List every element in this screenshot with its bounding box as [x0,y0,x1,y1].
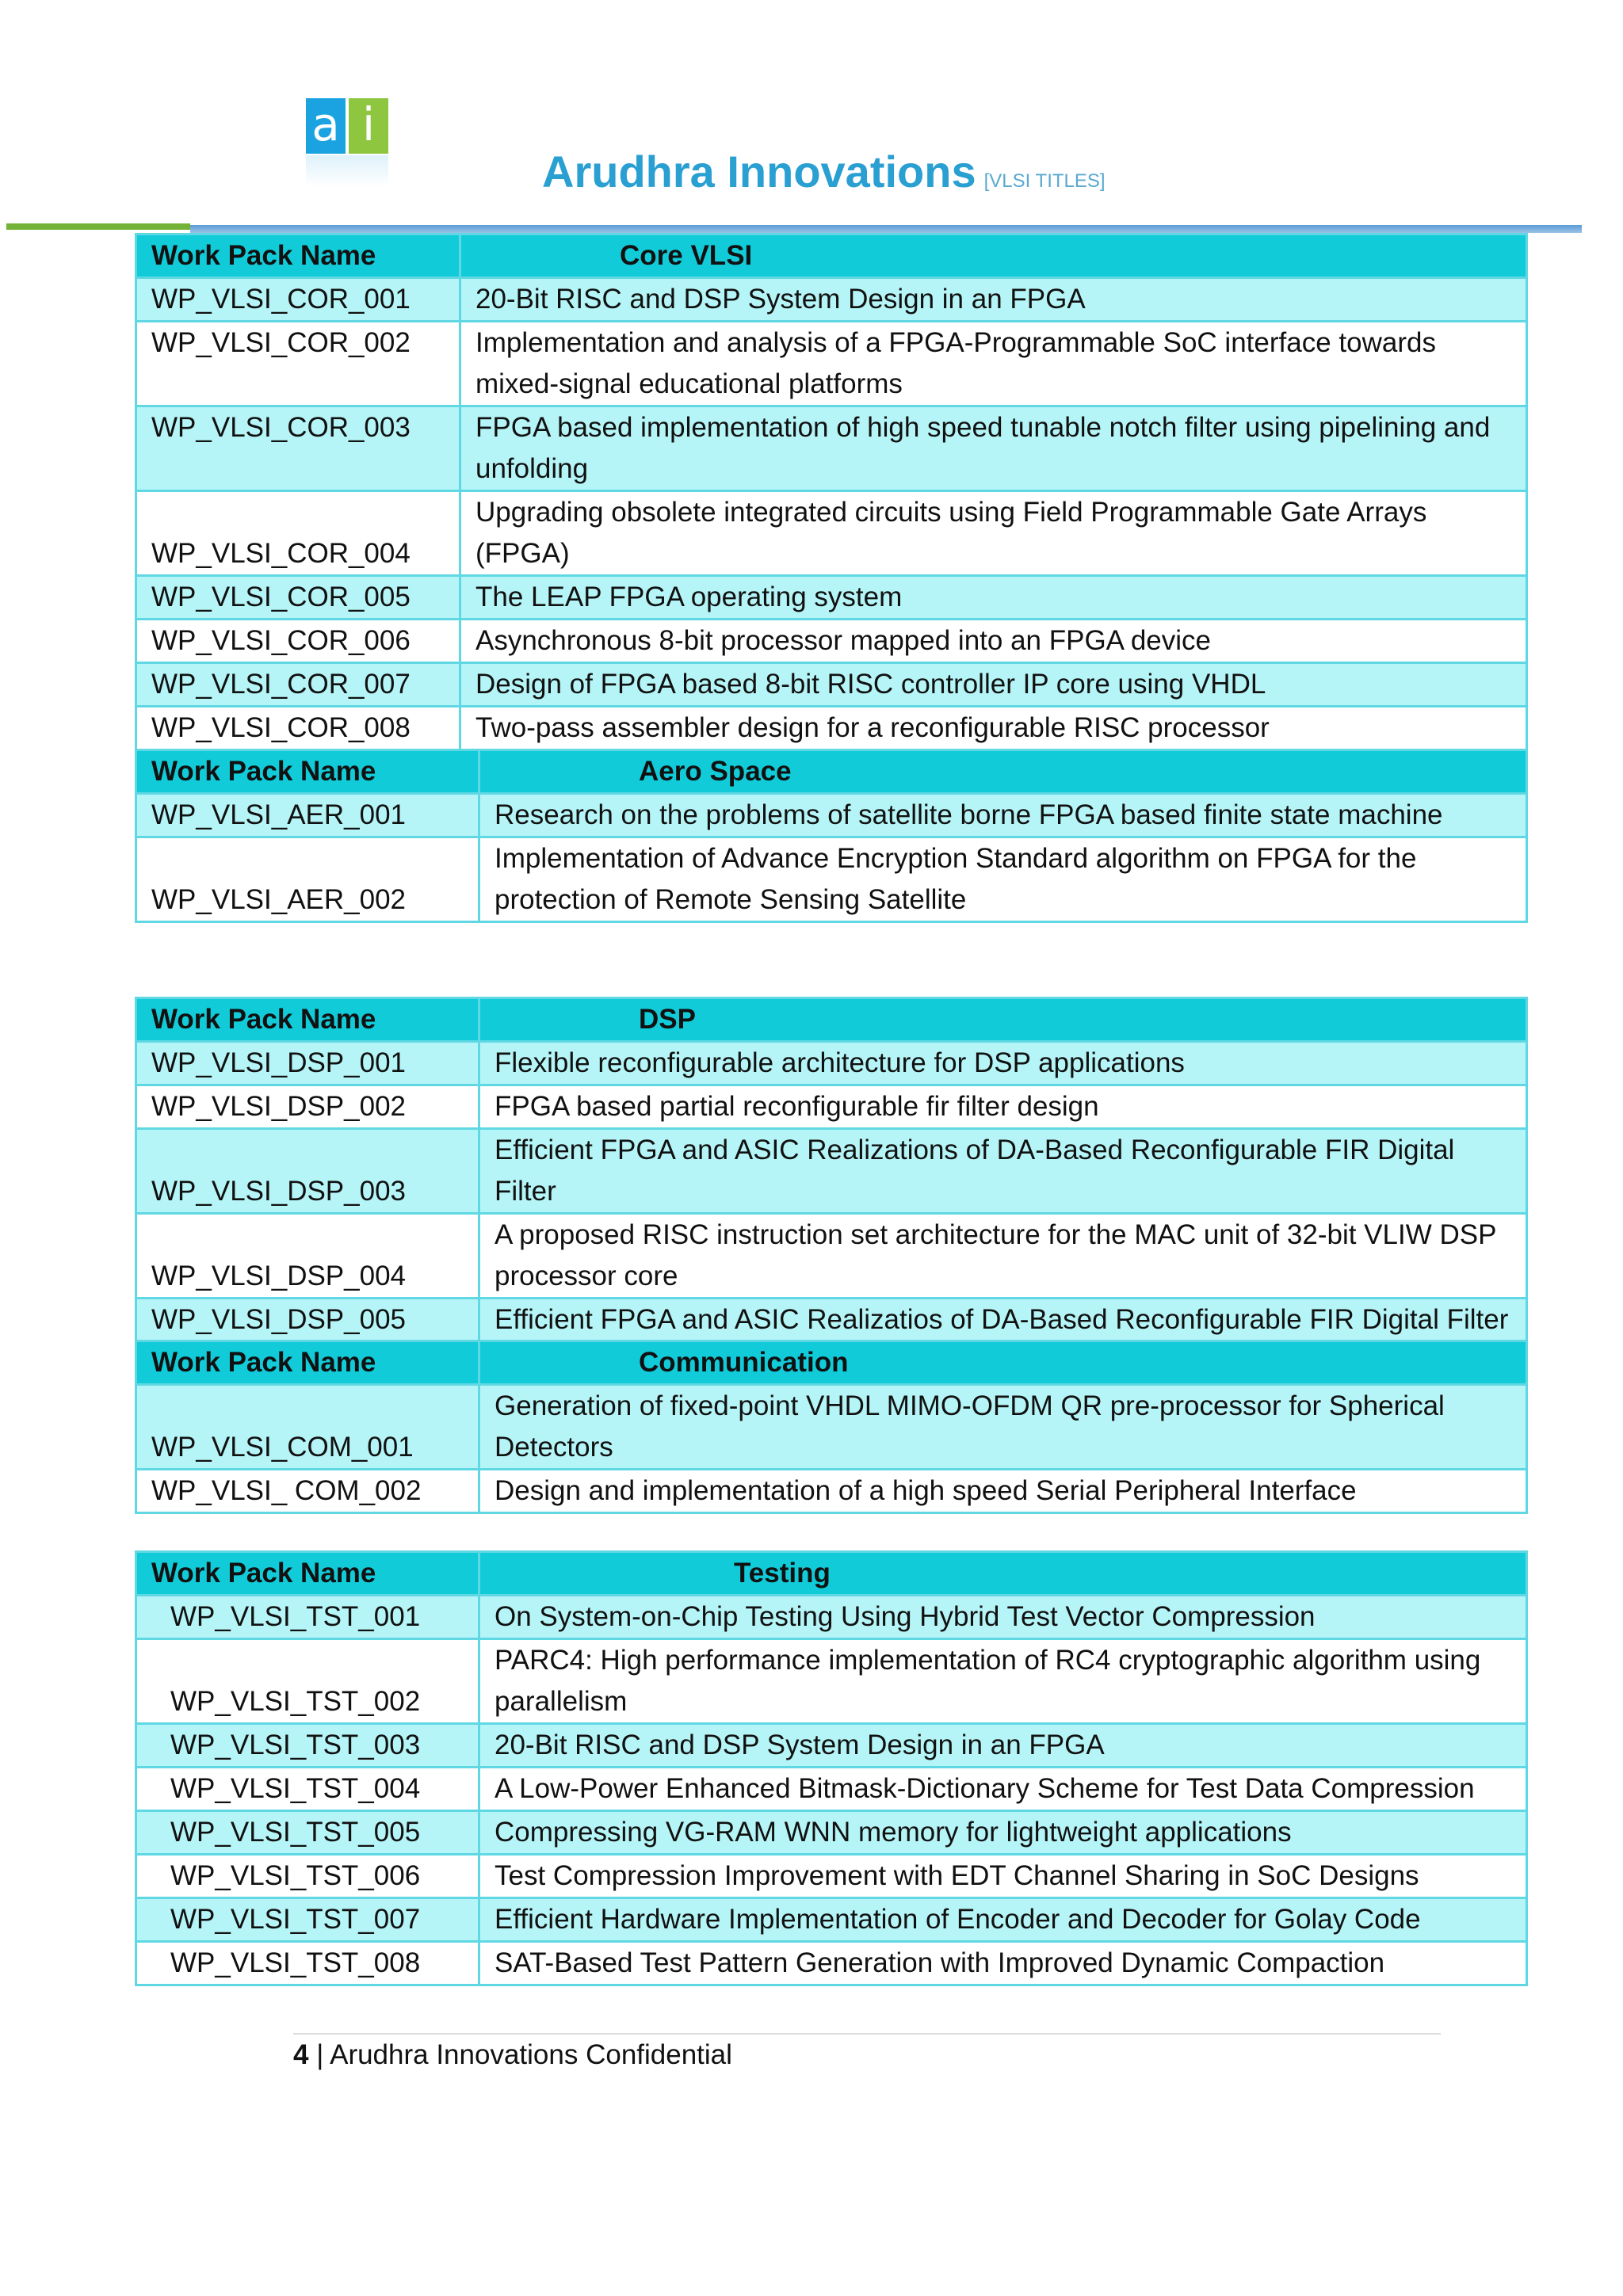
page-footer [293,2035,732,2076]
work-pack-id: WP_VLSI_DSP_003 [136,1129,479,1214]
table-row [136,1724,1527,1768]
work-pack-title: Research on the problems of satellite borne FPGA based finite state machine [479,794,1527,837]
work-pack-id: WP_VLSI_COR_007 [136,663,460,707]
work-pack-id: WP_VLSI_COR_006 [136,620,460,663]
work-pack-id: WP_VLSI_TST_001 [136,1596,479,1639]
table-row [136,663,1527,707]
column-header-category: Aero Space [479,750,1527,794]
work-pack-id: WP_VLSI_TST_003 [136,1724,479,1768]
work-pack-title: FPGA based implementation of high speed tunable notch filter using pipelining and unfolding [460,406,1527,491]
table-row [136,1299,1527,1342]
work-pack-title: Upgrading obsolete integrated circuits using Field Programmable Gate Arrays (FPGA) [460,491,1527,576]
table-row [136,1085,1527,1129]
page-number: 4 [293,2039,309,2070]
work-pack-id: WP_VLSI_TST_004 [136,1768,479,1811]
work-pack-id: WP_VLSI_COM_001 [136,1385,479,1470]
table-testing [135,1550,1528,1986]
work-pack-id: WP_VLSI_DSP_001 [136,1042,479,1085]
work-pack-title: A Low-Power Enhanced Bitmask-Dictionary Scheme for Test Data Compression [479,1768,1527,1811]
column-header-work-pack: Work Pack Name [136,750,479,794]
table-row [136,794,1527,837]
work-pack-title: SAT-Based Test Pattern Generation with Improved Dynamic Compaction [479,1942,1527,1985]
work-pack-title: Efficient FPGA and ASIC Realizatios of DA-Based Reconfigurable FIR Digital Filter [479,1299,1527,1342]
column-header-category: DSP [479,998,1527,1042]
work-pack-id: WP_VLSI_COR_003 [136,406,460,491]
work-pack-title: Test Compression Improvement with EDT Channel Sharing in SoC Designs [479,1855,1527,1898]
table-row [136,1596,1527,1639]
table-row [136,1470,1527,1513]
work-pack-id: WP_VLSI_COR_005 [136,576,460,620]
table-row [136,1214,1527,1299]
work-pack-title: Efficient Hardware Implementation of Encoder and Decoder for Golay Code [479,1898,1527,1942]
table-row [136,1855,1527,1898]
work-pack-title: Compressing VG-RAM WNN memory for lightweight applications [479,1811,1527,1855]
table-row [136,576,1527,620]
work-pack-id: WP_VLSI_COR_004 [136,491,460,576]
column-header-work-pack: Work Pack Name [136,1552,479,1596]
table-header-row [136,1341,1527,1385]
column-header-category: Communication [479,1341,1527,1385]
footer-text: Arudhra Innovations Confidential [330,2039,732,2070]
column-header-category: Core VLSI [460,235,1527,278]
table-row [136,1898,1527,1942]
table-header-row [136,750,1527,794]
header-rule-blue [190,225,1582,233]
logo-letter-a: a [306,98,346,154]
work-pack-id: WP_VLSI_TST_005 [136,1811,479,1855]
header-rule-green [6,223,190,230]
work-pack-title: 20-Bit RISC and DSP System Design in an FPGA [460,278,1527,322]
work-pack-title: Flexible reconfigurable architecture for DSP applications [479,1042,1527,1085]
work-pack-id: WP_VLSI_TST_006 [136,1855,479,1898]
column-header-work-pack: Work Pack Name [136,1341,479,1385]
work-pack-id: WP_VLSI_TST_007 [136,1898,479,1942]
work-pack-id: WP_VLSI_TST_002 [136,1639,479,1724]
table-core-vlsi [135,233,1528,751]
work-pack-title: PARC4: High performance implementation of RC4 cryptographic algorithm using parallelism [479,1639,1527,1724]
table-row [136,1042,1527,1085]
column-header-work-pack: Work Pack Name [136,235,460,278]
table-row [136,1129,1527,1214]
column-header-category: Testing [479,1552,1527,1596]
table-row [136,406,1527,491]
work-pack-title: FPGA based partial reconfigurable fir filter design [479,1085,1527,1129]
brand-title [542,146,1106,197]
work-pack-id: WP_VLSI_AER_002 [136,837,479,922]
table-row [136,707,1527,750]
table-row [136,1768,1527,1811]
work-pack-title: On System-on-Chip Testing Using Hybrid Test Vector Compression [479,1596,1527,1639]
brand-tag: [VLSI TITLES] [983,170,1106,192]
work-pack-title: A proposed RISC instruction set architecture for the MAC unit of 32-bit VLIW DSP processor core [479,1214,1527,1299]
work-pack-id: WP_VLSI_COR_002 [136,322,460,406]
table-row [136,491,1527,576]
company-logo [306,98,388,190]
work-pack-title: Generation of fixed-point VHDL MIMO-OFDM QR pre-processor for Spherical Detectors [479,1385,1527,1470]
work-pack-title: Design and implementation of a high speed Serial Peripheral Interface [479,1470,1527,1513]
work-pack-title: Design of FPGA based 8-bit RISC controller IP core using VHDL [460,663,1527,707]
table-header-row [136,235,1527,278]
work-pack-title: Efficient FPGA and ASIC Realizations of DA-Based Reconfigurable FIR Digital Filter [479,1129,1527,1214]
work-pack-title: The LEAP FPGA operating system [460,576,1527,620]
table-row [136,322,1527,406]
column-header-work-pack: Work Pack Name [136,998,479,1042]
work-pack-id: WP_VLSI_TST_008 [136,1942,479,1985]
work-pack-title: Implementation of Advance Encryption Standard algorithm on FPGA for the protection of Remote Sensing Satellite [479,837,1527,922]
logo-reflection [306,155,388,187]
work-pack-title: Asynchronous 8-bit processor mapped into an FPGA device [460,620,1527,663]
table-dsp [135,997,1528,1343]
table-row [136,1811,1527,1855]
brand-name: Arudhra Innovations [542,147,976,196]
table-row [136,1942,1527,1985]
work-pack-id: WP_VLSI_DSP_002 [136,1085,479,1129]
table-aero-space [135,749,1528,923]
table-row [136,1385,1527,1470]
work-pack-id: WP_VLSI_DSP_004 [136,1214,479,1299]
work-pack-title: 20-Bit RISC and DSP System Design in an FPGA [479,1724,1527,1768]
work-pack-id: WP_VLSI_ COM_002 [136,1470,479,1513]
work-pack-id: WP_VLSI_AER_001 [136,794,479,837]
work-pack-title: Two-pass assembler design for a reconfigurable RISC processor [460,707,1527,750]
work-pack-id: WP_VLSI_COR_001 [136,278,460,322]
table-row [136,620,1527,663]
table-header-row [136,998,1527,1042]
table-row [136,1639,1527,1724]
work-pack-title: Implementation and analysis of a FPGA-Programmable SoC interface towards mixed-signal educational platforms [460,322,1527,406]
work-pack-id: WP_VLSI_COR_008 [136,707,460,750]
table-row [136,837,1527,922]
table-communication [135,1340,1528,1514]
logo-letter-i: i [349,98,388,154]
footer-separator: | [316,2039,324,2070]
table-row [136,278,1527,322]
table-header-row [136,1552,1527,1596]
work-pack-id: WP_VLSI_DSP_005 [136,1299,479,1342]
